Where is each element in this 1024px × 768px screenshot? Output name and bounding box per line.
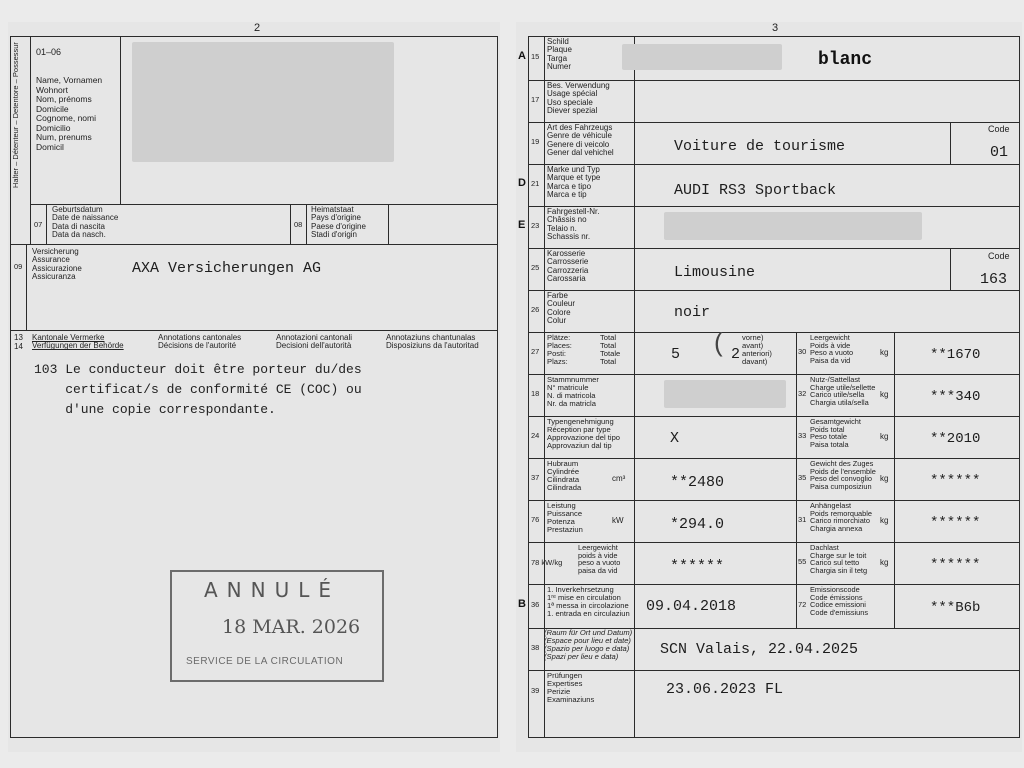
field-35-number: 35 [798,473,807,482]
inspection-value: 23.06.2023 FL [666,681,784,698]
field-15-label: Schild Plaque Targa Numer [547,37,572,72]
field-30-unit: kg [880,348,889,357]
field-15-number: 15 [531,52,540,61]
field-19-label: Art des Fahrzeugs Genre de véhicule Genere di veicolo Gener dal vehichel [547,123,614,158]
field-30-label: Leergewicht Poids à vide Peso a vuoto Paisa da vid [810,333,854,366]
field-18-label: Stammnummer N° matricule N. di matricola Nr. da matricla [547,375,599,408]
field-39-number: 39 [531,686,540,695]
stamp-title: ANNULÉ [204,578,341,602]
field-26-label: Farbe Couleur Colore Colur [547,291,576,326]
divider [894,332,895,374]
divider [388,204,389,244]
field-76-number: 76 [531,515,540,524]
place-date-value: SCN Valais, 22.04.2025 [660,641,859,658]
field-55-number: 55 [798,557,807,566]
field-78-number: 78 kW/kg [531,558,563,567]
divider [30,36,31,244]
field-33-unit: kg [880,432,889,441]
field-32-value: ***340 [930,389,981,405]
redacted-matricule [664,380,786,408]
divider [528,500,1020,501]
field-55-value: ****** [930,557,981,573]
divider [120,36,121,204]
displacement-value: **2480 [670,474,725,491]
field-27-label: Plätze: Places: Posti: Plazs: [547,333,572,366]
divider [950,122,951,164]
redacted-plate-number [622,44,782,70]
field-19-number: 19 [531,137,540,146]
field-35-unit: kg [880,474,889,483]
divider [528,290,1020,291]
divider [290,204,291,244]
divider [894,458,895,500]
seats-front-label: vorne) avant) anteriori) davant) [742,333,772,366]
insurance-value: AXA Versicherungen AG [132,260,322,277]
divider [950,248,951,290]
field-13-number: 13 [14,333,23,342]
field-26-number: 26 [531,305,540,314]
field-18-number: 18 [531,389,540,398]
field-72-value: ***B6b [930,600,981,616]
field-09-number: 09 [14,262,23,271]
field-33-value: **2010 [930,431,981,447]
divider [528,164,1020,165]
divider [894,374,895,416]
field-01-label: Name, Vornamen Wohnort Nom, prénoms Domicile Cognome, nomi Domicilio Num, prenums Domicil [36,75,103,152]
field-09-label: Versicherung Assurance Assicurazione Assicuranza [32,247,82,282]
power-weight-value: ****** [670,558,725,575]
body-type-code: 163 [980,271,1008,288]
divider [528,248,1020,249]
redacted-chassis-number [664,212,922,240]
field-01-number: 01–06 [36,47,62,57]
field-32-unit: kg [880,390,889,399]
field-76-label: Leistung Puissance Potenza Prestaziun [547,501,583,534]
field-38-label: (Raum für Ort und Datum) (Espace pour lieu et date) (Spazio per luogo e data) (Spazi per lieu e data) [544,628,633,661]
holder-vertical-label: Halter – Détenteur – Detentore – Possessur [11,42,20,188]
field-33-label: Gesamtgewicht Poids total Peso totale Paisa totala [810,417,861,450]
field-08-number: 08 [294,220,303,229]
field-38-number: 38 [531,643,540,652]
field-37-number: 37 [531,473,540,482]
divider [894,416,895,458]
field-36-letter: B [518,598,526,610]
type-approval-value: X [670,430,680,447]
divider [10,244,498,245]
divider [894,500,895,542]
field-24-label: Typengenehmigung Réception par type Approvazione del tipo Approvaziun dal tip [547,417,621,450]
stamp-date: 18 MAR. 2026 [222,616,361,638]
field-31-value: ****** [930,515,981,531]
annotations-header-fr: Annotations cantonales Décisions de l'autorité [158,333,242,351]
color-value: noir [674,304,711,321]
field-33-number: 33 [798,431,807,440]
make-model-value: AUDI RS3 Sportback [674,182,837,199]
divider [796,332,797,374]
divider [796,542,797,584]
field-36-label: 1. Inverkehrsetzung 1ʳᵉ mise en circulation 1ª messa in circolazione 1. entrada en circulaziun [547,585,630,618]
redacted-holder-name [132,42,394,162]
field-37-unit: cm³ [612,474,626,483]
field-17-number: 17 [531,95,540,104]
vehicle-type-code: 01 [990,144,1009,161]
body-type-value: Limousine [674,264,756,281]
annotations-header-it: Annotazioni cantonali Decisioni dell'autorità [276,333,353,351]
divider [894,584,895,628]
divider [26,244,27,330]
field-30-number: 30 [798,347,807,356]
field-23-label: Fahrgestell-Nr. Châssis no Telaio n. Schassis nr. [547,207,600,242]
field-27-label-total: Total Total Totale Total [600,333,621,366]
field-24-number: 24 [531,431,540,440]
divider [528,206,1020,207]
field-78-label: Leergewicht poids à vide peso a vuoto paisa da vid [578,543,621,576]
page-number-left: 2 [254,22,261,34]
field-21-number: 21 [531,179,540,188]
divider [796,458,797,500]
field-31-number: 31 [798,515,807,524]
field-21-label: Marke und Typ Marque et type Marca e tipo Marca e tip [547,165,601,200]
divider [528,458,1020,459]
field-23-number: 23 [531,221,540,230]
field-30-value: **1670 [930,347,981,363]
field-15-letter: A [518,50,526,62]
field-31-unit: kg [880,516,889,525]
divider [634,36,635,738]
seats-total-value: 5 [671,346,681,363]
field-72-number: 72 [798,600,807,609]
field-23-letter: E [518,219,526,231]
field-32-number: 32 [798,389,807,398]
field-32-label: Nutz-/Sattellast Charge utile/sellette Carico utile/sella Chargia utila/sella [810,375,876,408]
plate-value: blanc [818,50,873,70]
field-21-letter: D [518,177,526,189]
power-value: *294.0 [670,516,725,533]
field-72-label: Emissionscode Code émissions Codice emissioni Code d'emissiuns [810,585,869,618]
divider [528,374,1020,375]
seats-front-bracket: ( [714,327,723,357]
field-31-label: Anhängelast Poids remorquable Carico rimorchiato Chargia annexa [810,501,873,534]
page-number-right: 3 [772,22,779,34]
field-35-label: Gewicht des Zuges Poids de l'ensemble Peso del convoglio Paisa cumposiziun [810,459,876,492]
field-37-label: Hubraum Cylindrée Cilindrata Cilindrada [547,459,582,492]
annotation-note-103: 103 Le conducteur doit être porteur du/des certificat/s de conformité CE (COC) ou d'une copie correspondante. [34,362,362,417]
divider [306,204,307,244]
divider [796,500,797,542]
field-55-unit: kg [880,558,889,567]
field-07-label: Geburtsdatum Date de naissance Data di nascita Data da nasch. [52,205,119,240]
divider [10,330,498,331]
divider [796,584,797,628]
vehicle-type-code-label: Code [988,124,1010,134]
field-25-label: Karosserie Carrosserie Carrozzeria Carossaria [547,249,589,284]
divider [528,670,1020,671]
divider [796,416,797,458]
field-07-number: 07 [34,220,43,229]
field-17-label: Bes. Verwendung Usage spécial Uso speciale Diever spezial [547,81,610,116]
divider [894,542,895,584]
field-55-label: Dachlast Charge sur le toit Carico sul tetto Chargia sin il tetg [810,543,868,576]
divider [796,374,797,416]
field-35-value: ****** [930,473,981,489]
field-14-number: 14 [14,342,23,351]
annotations-header-rm: Annotaziuns chantunalas Disposiziuns da l'autoritad [386,333,479,351]
body-type-code-label: Code [988,251,1010,261]
field-36-number: 36 [531,600,540,609]
field-39-label: Prüfungen Expertises Perizie Examinaziuns [547,671,595,704]
vehicle-type-value: Voiture de tourisme [674,138,846,155]
annotations-header-de: Kantonale Vermerke Verfügungen der Behörde [32,333,124,351]
seats-front-value: 2 [731,346,741,363]
field-08-label: Heimatstaat Pays d'origine Paese d'origine Stadi d'origin [311,205,366,240]
first-registration-value: 09.04.2018 [646,598,737,615]
field-27-number: 27 [531,347,540,356]
field-25-number: 25 [531,263,540,272]
divider [46,204,47,244]
stamp-office: SERVICE DE LA CIRCULATION [186,656,344,667]
field-76-unit: kW [612,516,624,525]
